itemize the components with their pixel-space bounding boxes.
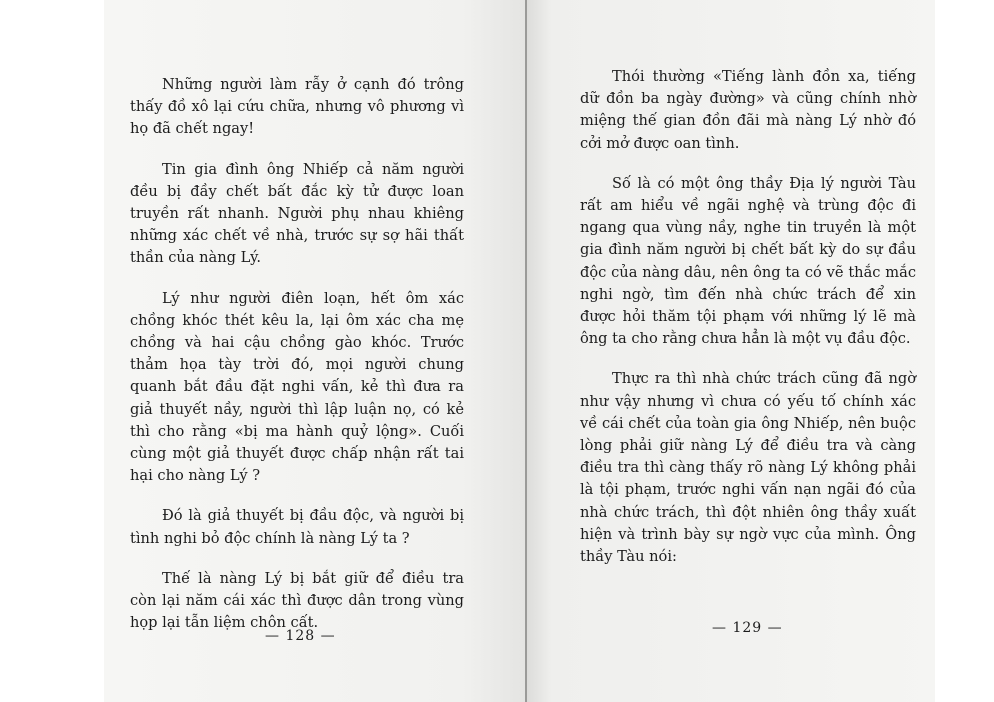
book-gutter — [525, 0, 527, 702]
right-paragraph: Thực ra thì nhà chức trách cũng đã ngờ như vậy nhưng vì chưa có yếu tố chính xác về cái chết của toàn gia ông Nhiếp, nên buộc lòng phải giữ nàng Lý để điều tra và càng điều tra thì càng thấy rõ nàng Lý không phải là tội phạm, trước nghi vấn nạn ngãi đó của nhà chức trách, thì đột nhiên ông thầy xuất hiện và trình bày sự ngờ vực của mình. Ông thầy Tàu nói: — [580, 370, 916, 566]
left-paragraph: Những người làm rẫy ở cạnh đó trông thấy đồ xô lại cứu chữa, nhưng vô phương vì họ đã chết ngay! — [130, 76, 464, 138]
left-paragraph: Lý như người điên loạn, hết ôm xác chồng khóc thét kêu la, lại ôm xác cha mẹ chồng và hai cậu chồng gào khóc. Trước thảm họa tày trời đó, mọi người chung quanh bắt đầu đặt nghi vấn, kẻ thì đưa ra giả thuyết nầy, người thì lập luận nọ, có kẻ thì cho rằng «bị ma hành quỷ lộng». Cuối cùng một giả thuyết được chấp nhận rất tai hại cho nàng Lý ? — [130, 289, 464, 485]
left-page-number: — 128 — — [265, 628, 336, 644]
right-page-number: — 129 — — [712, 620, 783, 636]
left-paragraph: Đó là giả thuyết bị đầu độc, và người bị tình nghi bỏ độc chính là nàng Lý ta ? — [130, 507, 464, 547]
left-paragraph: Tin gia đình ông Nhiếp cả năm người đều bị đầy chết bất đắc kỳ tử được loan truyền rất nhanh. Người phụ nhau khiêng những xác chết về nhà, trước sự sợ hãi thất thần của nàng Lý. — [130, 160, 464, 267]
right-paragraph: Số là có một ông thầy Địa lý người Tàu rất am hiểu về ngãi nghệ và trùng độc đi ngang qua vùng nầy, nghe tin truyền là một gia đình năm người bị chết bất kỳ do sự đầu độc của nàng dâu, nên ông ta có vẽ thắc mắc nghi ngờ, tìm đến nhà chức trách để xin được hỏi thăm tội phạm với những lý lẽ mà ông ta cho rằng chưa hẳn là một vụ đầu độc. — [580, 174, 916, 348]
right-page-text — [580, 66, 916, 568]
right-paragraph: Thói thường «Tiếng lành đồn xa, tiếng dữ đồn ba ngày đường» và cũng chính nhờ miệng thế gian đồn đãi mà nàng Lý nhờ đó cởi mở được oan tình. — [580, 68, 916, 152]
left-paragraph: Thế là nàng Lý bị bắt giữ để điều tra còn lại năm cái xác thì được dân trong vùng họp lại tẫn liệm chôn cất. — [130, 569, 464, 632]
left-page-text — [130, 74, 464, 634]
